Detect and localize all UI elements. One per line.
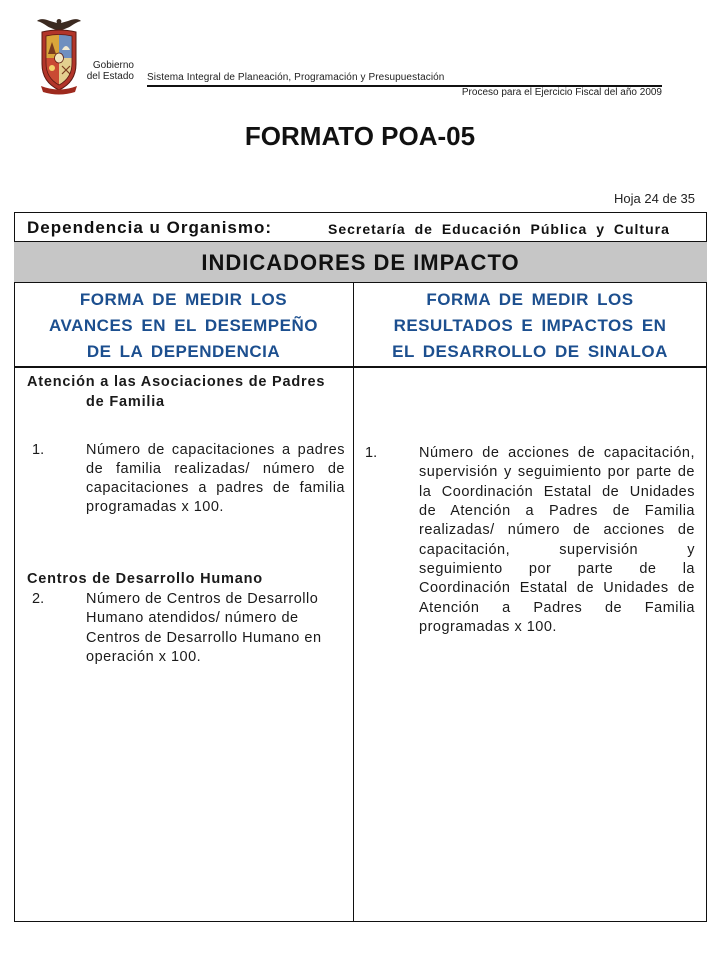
- indicator-group-title: [27, 569, 263, 589]
- text-line: Número de capacitaciones a padres: [86, 442, 345, 458]
- indicator-text: [86, 441, 345, 517]
- heading-line: FORMA DE MEDIR LOS: [79, 290, 288, 309]
- system-name: Sistema Integral de Planeación, Programación y Presupuestación: [147, 72, 445, 83]
- heading-line: FORMA DE MEDIR LOS: [426, 290, 634, 309]
- heading-line: AVANCES EN EL DESEMPEÑO: [49, 316, 318, 335]
- text-line: seguimiento por parte de la: [419, 560, 695, 577]
- text-line: de Atención a Padres de Familia: [419, 502, 695, 519]
- text-line: capacitaciones a padres de familia: [86, 480, 345, 496]
- indicator-text: [419, 444, 695, 637]
- text-line: programadas x 100.: [419, 618, 557, 635]
- text-line: capacitación, supervisión y: [419, 541, 695, 558]
- table-divider-horizontal: [14, 366, 707, 368]
- process-label: Proceso para el Ejercicio Fiscal del año 2009: [461, 87, 662, 98]
- text-line: operación x 100.: [86, 648, 202, 665]
- page-title: FORMATO POA-05: [244, 121, 476, 151]
- heading-line: RESULTADOS E IMPACTOS EN: [393, 316, 667, 335]
- coat-of-arms-icon: [36, 16, 82, 96]
- right-column-heading: [353, 287, 707, 365]
- text-line: programadas x 100.: [86, 499, 224, 515]
- government-line-1: Gobierno: [92, 60, 134, 71]
- group-title-line: Centros de Desarrollo Humano: [27, 571, 263, 587]
- text-line: Coordinación Estatal de Unidades de: [419, 580, 695, 597]
- heading-line: DE LA DEPENDENCIA: [86, 342, 281, 361]
- text-line: la Coordinación Estatal de Unidades: [419, 483, 695, 500]
- text-line: Número de acciones de capacitación,: [419, 445, 695, 461]
- group-title-line: Atención a las Asociaciones de Padres: [27, 374, 326, 390]
- government-line-2: del Estado: [86, 71, 134, 82]
- text-line: Humano atendidos/ número de: [86, 610, 299, 627]
- group-title-line: de Familia: [86, 394, 165, 410]
- dependency-value: Secretaría de Educación Pública y Cultura: [328, 221, 670, 237]
- indicator-number: 1.: [32, 442, 45, 458]
- text-line: supervisión y seguimiento por parte de: [419, 464, 695, 481]
- indicator-text: [86, 590, 348, 667]
- table-divider-vertical: [353, 283, 355, 922]
- text-line: Centros de Desarrollo Humano en: [86, 629, 322, 646]
- text-line: Número de Centros de Desarrollo: [86, 591, 319, 607]
- government-label: [84, 60, 134, 82]
- indicator-number: 2.: [32, 591, 45, 607]
- indicator-group-title: [27, 372, 325, 412]
- text-line: realizadas/ número de acciones de: [419, 522, 695, 539]
- text-line: Atención a Padres de Familia: [419, 599, 695, 616]
- indicator-number: 1.: [365, 445, 378, 461]
- page-indicator: Hoja 24 de 35: [614, 191, 695, 206]
- left-column-heading: [14, 287, 353, 365]
- section-title: INDICADORES DE IMPACTO: [201, 250, 520, 275]
- text-line: de familia realizadas/ número de: [86, 461, 345, 477]
- heading-line: EL DESARROLLO DE SINALOA: [392, 342, 668, 361]
- dependency-label: Dependencia u Organismo:: [27, 218, 273, 237]
